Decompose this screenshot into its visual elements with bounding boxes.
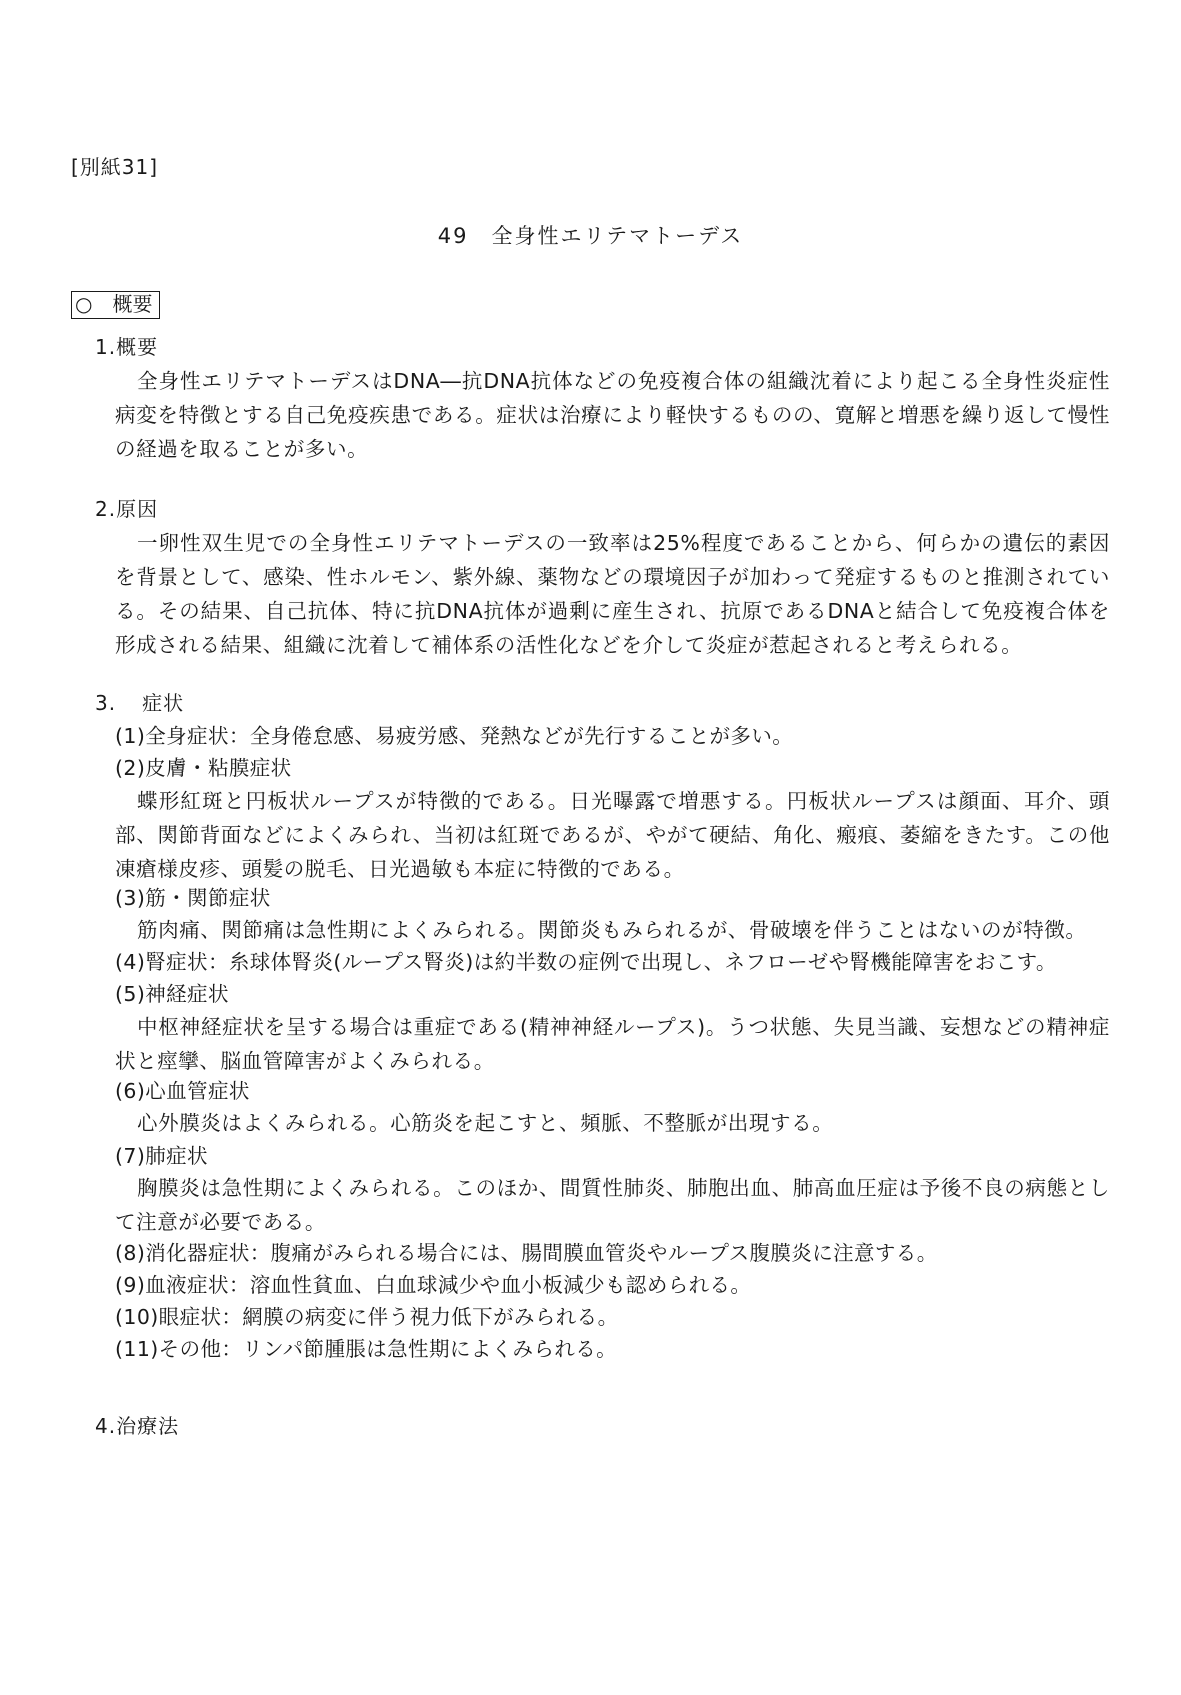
section-title: 原因 xyxy=(116,497,159,521)
symptom-item-renal: (4)腎症状：糸球体腎炎(ループス腎炎)は約半数の症例で出現し、ネフローゼや腎機能障害をおこす。 xyxy=(115,950,1057,974)
section-heading-cause xyxy=(95,496,158,522)
symptom-item-eye: (10)眼症状：網膜の病変に伴う視力低下がみられる。 xyxy=(115,1305,619,1329)
section-paragraph: 全身性エリテマトーデスはDNA―抗DNA抗体などの免疫複合体の組織沈着により起こる全身性炎症性病変を特徴とする自己免疫疾患である。症状は治療により軽快するものの、寛解と増悪を繰り返して慢性の経過を取ることが多い。 xyxy=(115,369,1110,461)
symptom-item-musculoskeletal-heading: (3)筋・関節症状 xyxy=(115,886,271,910)
symptom-item-skin-body: 蝶形紅斑と円板状ループスが特徴的である。日光曝露で増悪する。円板状ループスは顔面、耳介、頭部、関節背面などによくみられ、当初は紅斑であるが、やがて硬結、角化、瘢痕、萎縮をきたす。この他凍瘡様皮疹、頭髪の脱毛、日光過敏も本症に特徴的である。 xyxy=(115,789,1110,881)
symptom-item-other: (11)その他：リンパ節腫脹は急性期によくみられる。 xyxy=(115,1337,618,1361)
document-title: 49 全身性エリテマトーデス xyxy=(437,224,744,248)
symptom-item-cardio-body: 心外膜炎はよくみられる。心筋炎を起こすと、頻脈、不整脈が出現する。 xyxy=(137,1111,834,1135)
attachment-label: [別紙31] xyxy=(71,155,159,179)
section-number: 3. xyxy=(95,691,117,715)
overview-boxed-heading xyxy=(71,291,160,319)
section-title: 治療法 xyxy=(116,1414,180,1438)
section-title: 症状 xyxy=(142,691,185,715)
symptom-item-lung-body: 胸膜炎は急性期によくみられる。このほか、間質性肺炎、肺胞出血、肺高血圧症は予後不良の病態として注意が必要である。 xyxy=(115,1176,1110,1234)
symptom-item-neuro-heading: (5)神経症状 xyxy=(115,982,229,1006)
section-number: 1. xyxy=(95,335,117,359)
section-number: 4. xyxy=(95,1414,117,1438)
circle-mark-icon: ○ xyxy=(75,292,93,316)
section-heading-symptoms xyxy=(95,690,184,716)
section-heading-overview xyxy=(95,334,158,360)
section-heading-treatment xyxy=(95,1413,179,1439)
boxed-heading-text: 概要 xyxy=(112,292,153,316)
symptom-item-cardio-heading: (6)心血管症状 xyxy=(115,1079,250,1103)
symptom-item-musculoskeletal-body: 筋肉痛、関節痛は急性期によくみられる。関節炎もみられるが、骨破壊を伴うことはないのが特徴。 xyxy=(137,918,1087,942)
symptom-item-general: (1)全身症状：全身倦怠感、易疲労感、発熱などが先行することが多い。 xyxy=(115,724,794,748)
symptom-item-gi: (8)消化器症状：腹痛がみられる場合には、腸間膜血管炎やループス腹膜炎に注意する。 xyxy=(115,1241,938,1265)
section-title: 概要 xyxy=(116,335,159,359)
symptom-item-neuro-body: 中枢神経症状を呈する場合は重症である(精神神経ループス)。うつ状態、失見当識、妄想などの精神症状と痙攣、脳血管障害がよくみられる。 xyxy=(115,1015,1110,1073)
symptom-item-skin-heading: (2)皮膚・粘膜症状 xyxy=(115,756,292,780)
symptom-item-lung-heading: (7)肺症状 xyxy=(115,1144,208,1168)
symptom-item-blood: (9)血液症状：溶血性貧血、白血球減少や血小板減少も認められる。 xyxy=(115,1273,752,1297)
section-number: 2. xyxy=(95,497,117,521)
section-paragraph: 一卵性双生児での全身性エリテマトーデスの一致率は25%程度であることから、何らかの遺伝的素因を背景として、感染、性ホルモン、紫外線、薬物などの環境因子が加わって発症するものと推測されている。その結果、自己抗体、特に抗DNA抗体が過剰に産生され、抗原であるDNAと結合して免疫複合体を形成される結果、組織に沈着して補体系の活性化などを介して炎症が惹起されると考えられる。 xyxy=(115,531,1110,657)
